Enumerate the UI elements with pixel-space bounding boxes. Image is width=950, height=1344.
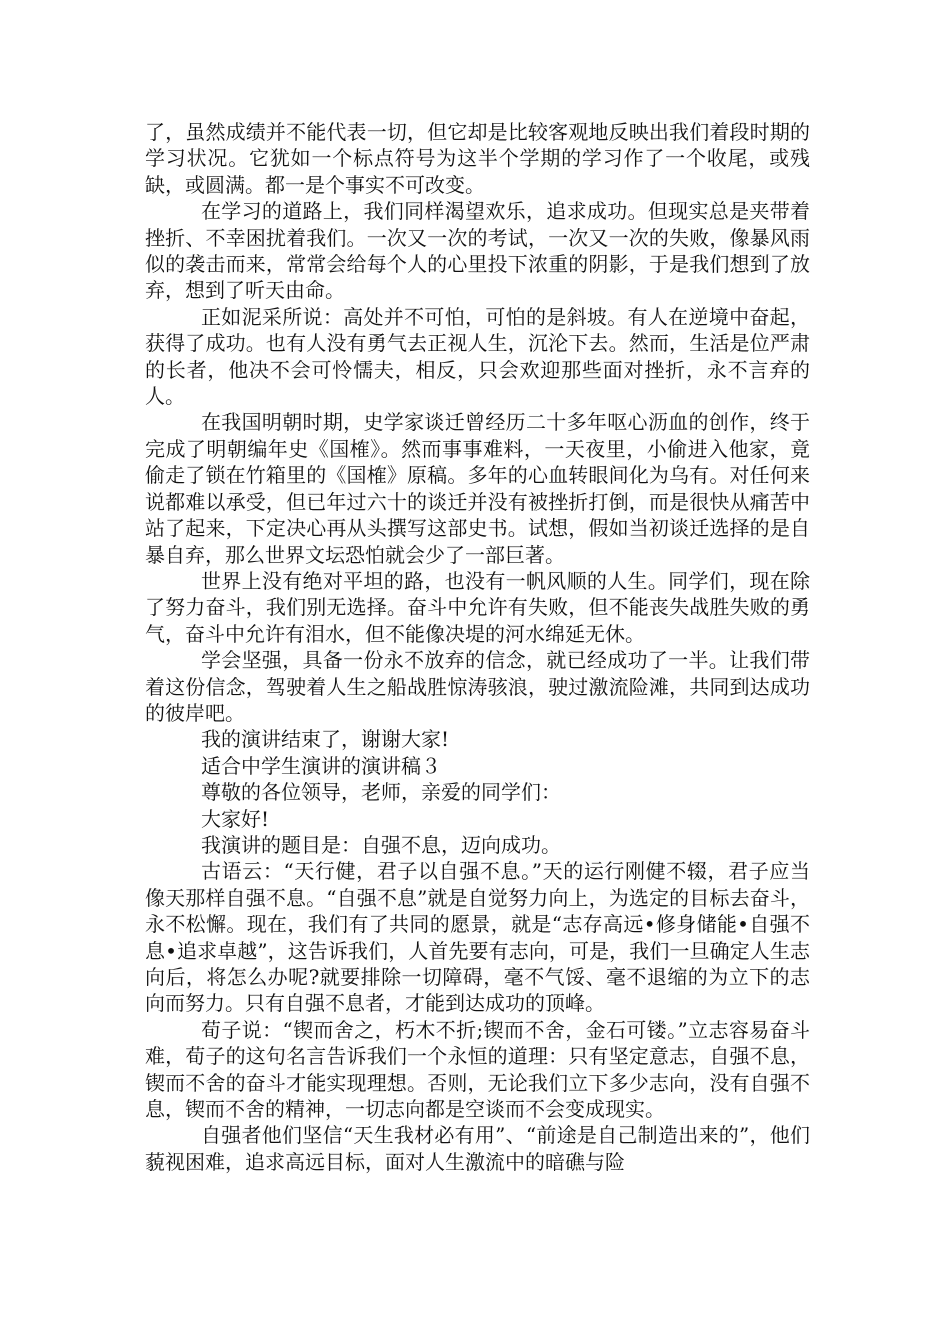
closing-line: 我的演讲结束了，谢谢大家! xyxy=(201,727,450,752)
paragraph-continuation: 了，虽然成绩并不能代表一切，但它却是比较客观地反映出我们着段时期的学习状况。它犹如一个标点符号为这半个学期的学习作了一个收尾，或残缺，或圆满。都一是个事实不可改变。 xyxy=(145,120,810,197)
greeting: 大家好! xyxy=(201,806,270,831)
paragraph-xunzi: 荀子说：“锲而舍之，朽木不折;锲而不舍，金石可镂。”立志容易奋斗难，荀子的这句名言告诉我们一个永恒的道理：只有坚定意志，自强不息，锲而不舍的奋斗才能实现理想。否则，无论我们立下多少志向，没有自强不息，锲而不舍的精神，一切志向都是空谈而不会变成现实。 xyxy=(145,1017,810,1122)
paragraph-tan-qian-story: 在我国明朝时期，史学家谈迁曾经历二十多年呕心沥血的创作，终于完成了明朝编年史《国榷》。然而事事难料，一天夜里，小偷进入他家，竟偷走了锁在竹箱里的《国榷》原稿。多年的心血转眼间化为乌有。对任何来说都难以承受，但已年过六十的谈迁并没有被挫折打倒，而是很快从痛苦中站了起来，下定决心再从头撰写这部史书。试想，假如当初谈迁选择的是自暴自弃，那么世界文坛恐怕就会少了一部巨著。 xyxy=(145,410,810,567)
paragraph-nietzsche-quote: 正如泥采所说：高处并不可怕，可怕的是斜坡。有人在逆境中奋起，获得了成功。也有人没有勇气去正视人生，沉沦下去。然而，生活是位严肃的长者，他决不会可怜懦夫，相反，只会欢迎那些面对挫折，永不言弃的人。 xyxy=(145,304,810,409)
paragraph-self-strong: 自强者他们坚信“天生我材必有用”、“前途是自己制造出来的”，他们藐视困难，追求高远目标，面对人生激流中的暗礁与险 xyxy=(145,1123,810,1174)
paragraph-learning-road: 在学习的道路上，我们同样渴望欢乐，追求成功。但现实总是夹带着挫折、不幸困扰着我们。一次又一次的考试，一次又一次的失败，像暴风雨似的袭击而来，常常会给每个人的心里投下浓重的阴影，于是我们想到了放弃，想到了听天由命。 xyxy=(145,199,810,303)
paragraph-learn-strong: 学会坚强，具备一份永不放弃的信念，就已经成功了一半。让我们带着这份信念，驾驶着人生之船战胜惊涛骇浪，驶过激流险滩，共同到达成功的彼岸吧。 xyxy=(145,648,810,725)
speech-heading: 适合中学生演讲的演讲稿３ xyxy=(201,753,441,778)
speech-topic: 我演讲的题目是：自强不息，迈向成功。 xyxy=(201,832,561,857)
salutation: 尊敬的各位领导，老师，亲爱的同学们： xyxy=(201,780,561,805)
paragraph-no-flat-road: 世界上没有绝对平坦的路，也没有一帆风顺的人生。同学们，现在除了努力奋斗，我们别无选择。奋斗中允许有失败，但不能丧失战胜失败的勇气，奋斗中允许有泪水，但不能像决堤的河水绵延无休。 xyxy=(145,568,810,646)
paragraph-ancient-saying: 古语云：“天行健，君子以自强不息。”天的运行刚健不辍，君子应当像天那样自强不息。“自强不息”就是自觉努力向上，为选定的目标去奋斗，永不松懈。现在，我们有了共同的愿景，就是“志存高远•修身储能•自强不息•追求卓越”，这告诉我们，人首先要有志向，可是，我们一旦确定人生志向后，将怎么办呢?就要排除一切障碍，毫不气馁、毫不退缩的为立下的志向而努力。只有自强不息者，才能到达成功的顶峰。 xyxy=(145,859,810,1016)
body-text xyxy=(145,119,810,1175)
